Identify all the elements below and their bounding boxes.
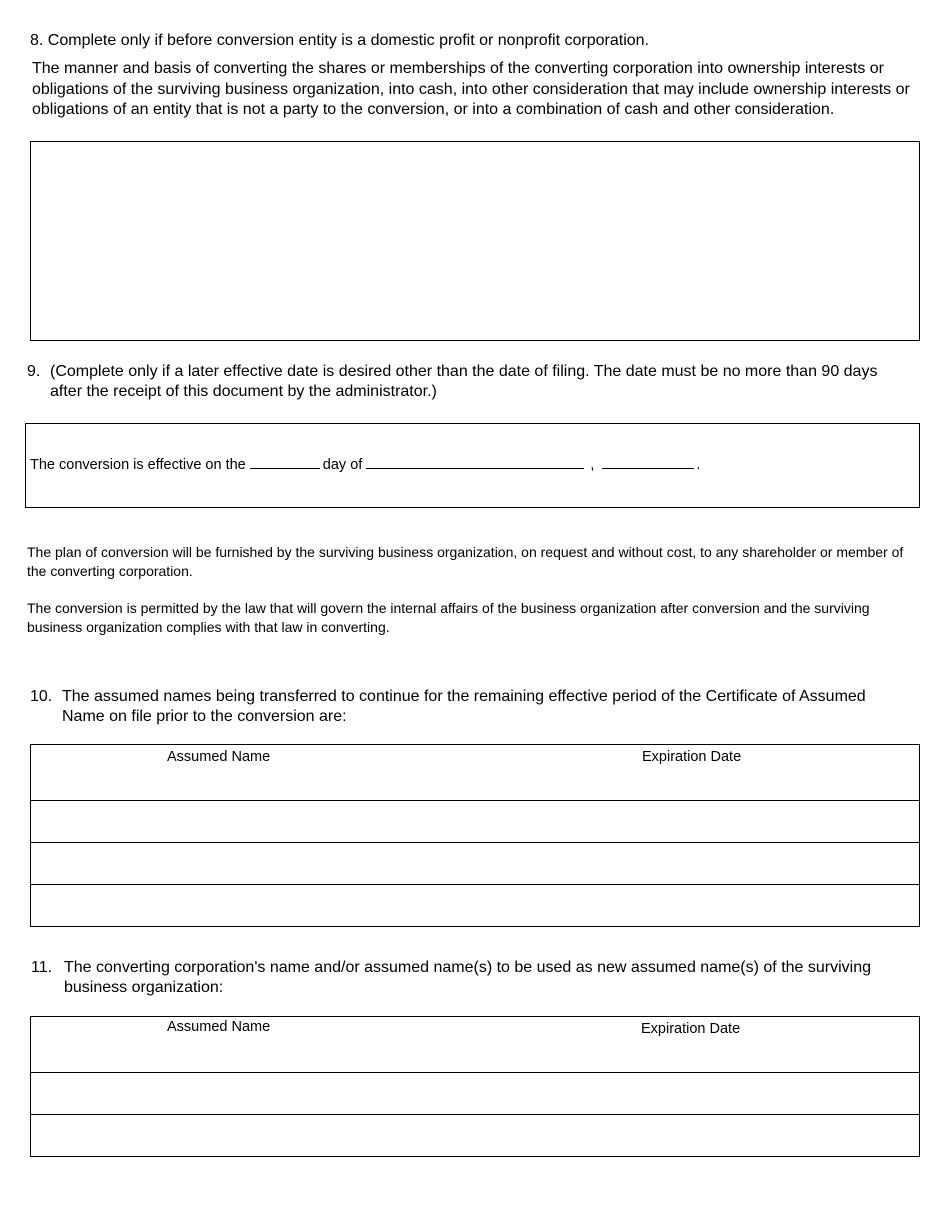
conversion-permitted-statement: The conversion is permitted by the law that will govern the internal affairs of the business organization after conversion and the surviving business organization complies with that law in converting. bbox=[27, 600, 870, 635]
effective-date-period: . bbox=[696, 457, 701, 473]
plan-of-conversion-statement: The plan of conversion will be furnished by the surviving business organization, on request and without cost, to any shareholder or member of the converting corporation. bbox=[27, 544, 904, 579]
section-11-heading-text: The converting corporation's name and/or assumed name(s) to be used as new assumed name(s) of the surviving business organization: bbox=[64, 959, 872, 996]
section-10-col-assumed-name: Assumed Name bbox=[167, 749, 271, 765]
section-9-heading-text: (Complete only if a later effective date is desired other than the date of filing. The date must be no more than 90 days after the receipt of this document by the administrator.) bbox=[50, 363, 878, 400]
section-11-assumed-names-table bbox=[30, 1016, 920, 1157]
effective-date-prefix: The conversion is effective on the bbox=[30, 457, 246, 473]
section-8-answer-box[interactable] bbox=[30, 141, 920, 341]
section-11-heading bbox=[31, 958, 911, 998]
section-8-heading-text: Complete only if before conversion entity is a domestic profit or nonprofit corporation. bbox=[47, 32, 649, 49]
table-row-divider bbox=[31, 1072, 919, 1073]
section-11-col-assumed-name: Assumed Name bbox=[167, 1019, 271, 1035]
section-10-heading bbox=[30, 687, 910, 727]
section-10-col-expiration-date: Expiration Date bbox=[642, 749, 742, 765]
section-8-heading bbox=[30, 31, 910, 51]
table-row-divider bbox=[31, 842, 919, 843]
table-row-divider bbox=[31, 884, 919, 885]
section-11-col-expiration-date: Expiration Date bbox=[641, 1021, 741, 1037]
effective-day-field[interactable] bbox=[250, 454, 320, 469]
section-11-number: 11. bbox=[31, 959, 53, 976]
section-9-number: 9. bbox=[27, 363, 41, 380]
effective-date-comma: , bbox=[590, 457, 595, 473]
table-row-divider bbox=[31, 800, 919, 801]
section-10-number: 10. bbox=[30, 688, 53, 705]
section-10-assumed-names-table bbox=[30, 744, 920, 927]
section-10-heading-text: The assumed names being transferred to continue for the remaining effective period of the Certificate of Assumed Name on file prior to the conversion are: bbox=[62, 688, 866, 725]
section-9-effective-date-box bbox=[25, 423, 920, 508]
effective-date-sentence bbox=[30, 454, 700, 473]
effective-year-field[interactable] bbox=[602, 454, 694, 469]
section-8-body: The manner and basis of converting the shares or memberships of the converting corporation into ownership interests or obligations of the surviving business organization, into cash, into other consideration that may include ownership interests or obligations of an entity that is not a party to the conversion, or into a combination of cash and other consideration. bbox=[32, 60, 910, 118]
section-8-number: 8. bbox=[30, 32, 44, 49]
table-row-divider bbox=[31, 1114, 919, 1115]
effective-day-of-label: day of bbox=[322, 457, 363, 473]
effective-month-field[interactable] bbox=[366, 454, 584, 469]
section-9-heading bbox=[27, 362, 907, 402]
